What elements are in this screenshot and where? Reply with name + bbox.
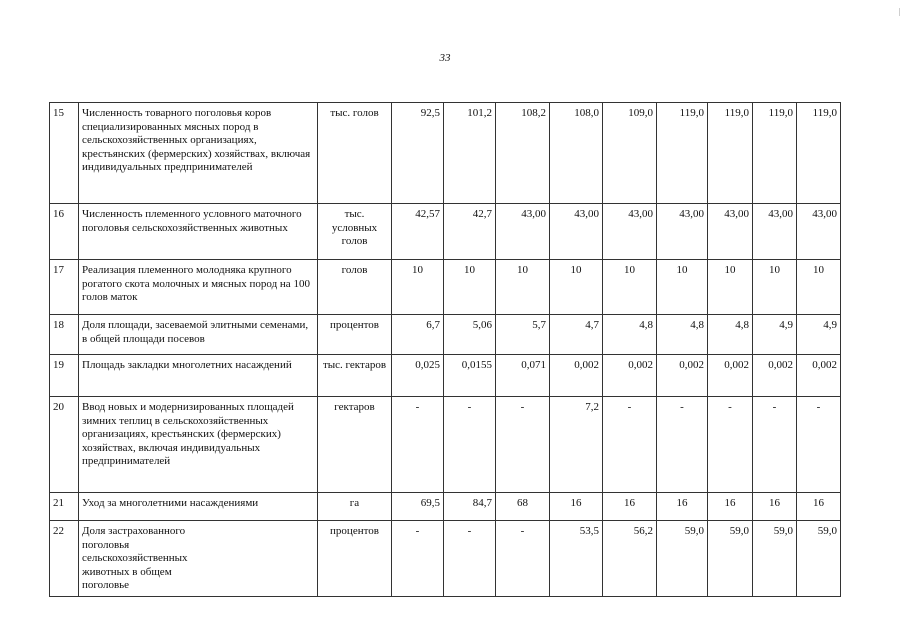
value-cell: 43,00 [496,204,550,260]
value-cell: 16 [797,493,841,521]
value-cell: 119,0 [753,103,797,204]
table-row [50,260,841,315]
table-row [50,397,841,493]
indicator-name [79,521,318,597]
value-cell: - [392,521,444,597]
value-cell: 7,2 [550,397,603,493]
value-cell: - [444,521,496,597]
unit-cell: гектаров [318,397,392,493]
value-cell: 43,00 [797,204,841,260]
value-cell: - [753,397,797,493]
row-number: 16 [50,204,79,260]
indicators-table [49,102,841,597]
page-number: 33 [439,52,451,64]
value-cell: 0,002 [708,355,753,397]
value-cell: 59,0 [797,521,841,597]
row-number: 15 [50,103,79,204]
value-cell: 16 [550,493,603,521]
value-cell: 43,00 [603,204,657,260]
value-cell: - [797,397,841,493]
row-number: 19 [50,355,79,397]
unit-cell: тыс. гектаров [318,355,392,397]
value-cell: 16 [603,493,657,521]
unit-cell: голов [318,260,392,315]
value-cell: 69,5 [392,493,444,521]
value-cell: 68 [496,493,550,521]
row-number: 22 [50,521,79,597]
indicator-name: Реализация племенного молодняка крупного рогатого скота молочных и мясных пород на 100 голов маток [79,260,318,315]
row-number: 17 [50,260,79,315]
value-cell: 6,7 [392,315,444,355]
value-cell: 0,002 [550,355,603,397]
value-cell: 10 [797,260,841,315]
value-cell: 59,0 [708,521,753,597]
value-cell: - [603,397,657,493]
value-cell: 4,8 [603,315,657,355]
unit-cell: тыс. условных голов [318,204,392,260]
value-cell: 16 [708,493,753,521]
value-cell: 119,0 [657,103,708,204]
value-cell: 10 [657,260,708,315]
value-cell: 10 [708,260,753,315]
value-cell: - [496,521,550,597]
value-cell: - [444,397,496,493]
table-row [50,204,841,260]
value-cell: 4,8 [708,315,753,355]
table-row [50,103,841,204]
value-cell: 59,0 [657,521,708,597]
value-cell: 84,7 [444,493,496,521]
unit-cell: процентов [318,315,392,355]
value-cell: 0,002 [657,355,708,397]
row-number: 18 [50,315,79,355]
value-cell: 108,0 [550,103,603,204]
value-cell: - [392,397,444,493]
table-row [50,355,841,397]
value-cell: 10 [550,260,603,315]
unit-cell: тыс. голов [318,103,392,204]
row-number: 20 [50,397,79,493]
value-cell: 16 [753,493,797,521]
indicator-name: Площадь закладки многолетних насаждений [79,355,318,397]
value-cell: 10 [603,260,657,315]
value-cell: 59,0 [753,521,797,597]
value-cell: 42,7 [444,204,496,260]
value-cell: 10 [753,260,797,315]
value-cell: 0,0155 [444,355,496,397]
value-cell: 0,002 [797,355,841,397]
value-cell: 4,9 [797,315,841,355]
indicator-name-text: Доля застрахованного поголовья сельскохозяйственных животных в общем поголовье [82,525,188,591]
value-cell: 5,06 [444,315,496,355]
value-cell: 0,071 [496,355,550,397]
value-cell: 4,7 [550,315,603,355]
value-cell: 10 [392,260,444,315]
value-cell: 56,2 [603,521,657,597]
value-cell: 0,002 [753,355,797,397]
row-number: 21 [50,493,79,521]
value-cell: 43,00 [550,204,603,260]
value-cell: 101,2 [444,103,496,204]
value-cell: 109,0 [603,103,657,204]
value-cell: - [708,397,753,493]
value-cell: 43,00 [657,204,708,260]
value-cell: - [496,397,550,493]
value-cell: 43,00 [708,204,753,260]
indicator-name: Ввод новых и модернизированных площадей зимних теплиц в сельскохозяйственных организациях, крестьянских (фермерских) хозяйствах, включая индивидуальных предпринимателей [79,397,318,493]
value-cell: 4,9 [753,315,797,355]
table-row [50,493,841,521]
unit-cell: процентов [318,521,392,597]
table-row [50,315,841,355]
value-cell: 119,0 [708,103,753,204]
value-cell: 10 [496,260,550,315]
value-cell: - [657,397,708,493]
value-cell: 0,002 [603,355,657,397]
value-cell: 108,2 [496,103,550,204]
scan-edge-mark [899,8,900,16]
indicator-name: Численность племенного условного маточного поголовья сельскохозяйственных животных [79,204,318,260]
value-cell: 10 [444,260,496,315]
value-cell: 16 [657,493,708,521]
value-cell: 43,00 [753,204,797,260]
value-cell: 42,57 [392,204,444,260]
value-cell: 0,025 [392,355,444,397]
table-row [50,521,841,597]
value-cell: 119,0 [797,103,841,204]
value-cell: 92,5 [392,103,444,204]
indicator-name: Уход за многолетними насаждениями [79,493,318,521]
indicator-name: Доля площади, засеваемой элитными семенами, в общей площади посевов [79,315,318,355]
value-cell: 53,5 [550,521,603,597]
value-cell: 4,8 [657,315,708,355]
unit-cell: га [318,493,392,521]
value-cell: 5,7 [496,315,550,355]
indicator-name: Численность товарного поголовья коров специализированных мясных пород в сельскохозяйственных организациях, крестьянских (фермерских) хозяйствах, включая индивидуальных предпринимателей [79,103,318,204]
